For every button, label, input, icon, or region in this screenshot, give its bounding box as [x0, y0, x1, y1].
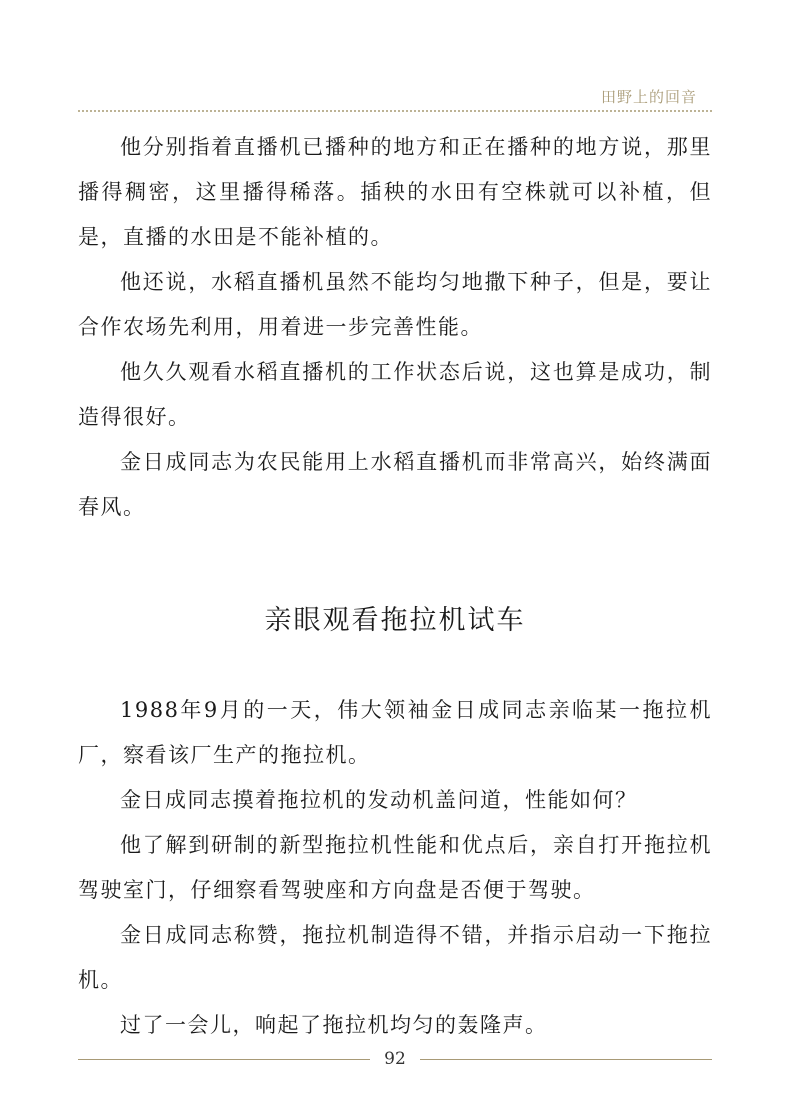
section-heading: 亲眼观看拖拉机试车 [264, 605, 526, 636]
section2-paragraph-1: 1988年9月的一天，伟大领袖金日成同志亲临某一拖拉机厂，察看该厂生产的拖拉机。 [78, 698, 712, 767]
running-header-title: 田野上的回音 [600, 88, 697, 106]
page-number: 92 [384, 1049, 406, 1069]
section2-paragraph-3: 他了解到研制的新型拖拉机性能和优点后，亲自打开拖拉机驾驶室门，仔细察看驾驶座和方向盘是否便于驾驶。 [78, 833, 712, 902]
section2-paragraph-4: 金日成同志称赞，拖拉机制造得不错，并指示启动一下拖拉机。 [78, 923, 712, 992]
header-dotted-rule [78, 110, 712, 112]
page-footer [78, 1047, 712, 1071]
section1-paragraph-4: 金日成同志为农民能用上水稻直播机而非常高兴，始终满面春风。 [78, 450, 712, 519]
section1-paragraph-2: 他还说，水稻直播机虽然不能均匀地撒下种子，但是，要让合作农场先利用，用着进一步完善性能。 [78, 270, 712, 339]
section2-paragraph-5: 过了一会儿，响起了拖拉机均匀的轰隆声。 [120, 1013, 548, 1037]
footer-rule-right [420, 1059, 712, 1060]
section1-paragraph-3: 他久久观看水稻直播机的工作状态后说，这也算是成功，制造得很好。 [78, 360, 712, 429]
section2-paragraph-2: 金日成同志摸着拖拉机的发动机盖问道，性能如何？ [120, 788, 638, 812]
section1-paragraph-1: 他分别指着直播机已播种的地方和正在播种的地方说，那里播得稠密，这里播得稀落。插秧的水田有空株就可以补植，但是，直播的水田是不能补植的。 [78, 135, 712, 249]
